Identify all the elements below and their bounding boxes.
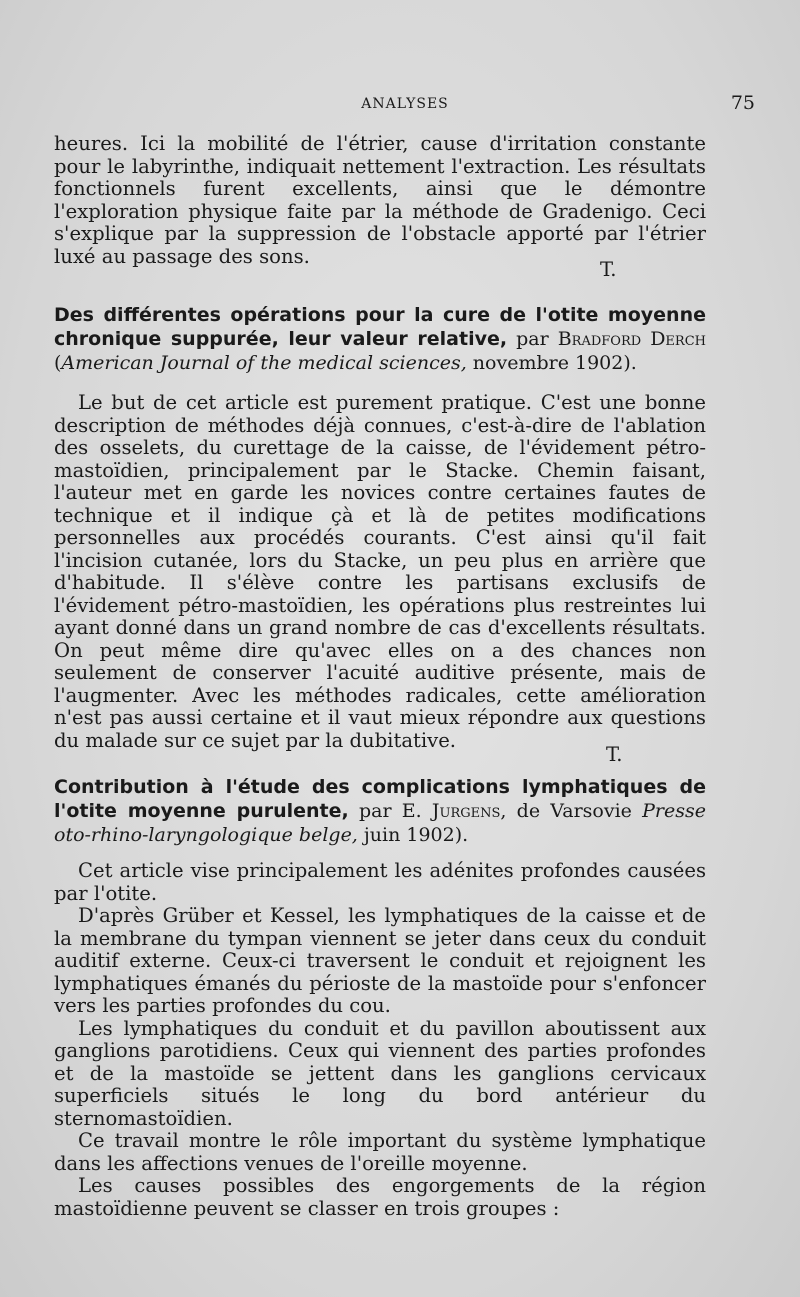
heading-1-by: par [507,328,558,350]
heading-1-journal: American Journal of the medical sciences, [61,352,467,374]
article-2-paragraph-2: D'après Grüber et Kessel, les lymphatiques de la caisse et de la membrane du tympan viennent se jeter dans ceux du conduit auditif externe. Ceux-ci traversent le conduit et rejoignent les lymphatiques émanés du périoste de la mastoïde pour s'enfoncer vers les parties profondes du cou. [54,904,706,1017]
article-2-body [54,860,706,1220]
article-2-paragraph-4: Ce travail montre le rôle important du système lymphatique dans les affections venues de l'oreille moyenne. [54,1129,706,1175]
article-heading-2 [54,775,706,847]
page-number: 75 [730,92,755,114]
article-1-paragraph: Le but de cet article est purement pratique. C'est une bonne description de méthodes déjà connues, c'est-à-dire de l'ablation des osselets, du curettage de la caisse, de l'évidement pétro-mastoïdien, principalement par le Stacke. Chemin faisant, l'auteur met en garde les novices contre certaines fautes de technique et il indique çà et là de petites modifications personnelles aux procédés courants. C'est ainsi qu'il fait l'incision cutanée, lors du Stacke, un peu plus en arrière que d'habitude. Il s'élève contre les partisans exclusifs de l'évidement pétro-mastoïdien, les opérations plus restreintes lui ayant donné dans un grand nombre de cas d'excellents résultats. On peut même dire qu'avec elles on a des chances non seulement de conserver l'acuité auditive présente, mais de l'augmenter. Avec les méthodes radicales, cette amélioration n'est pas aussi certaine et il vaut mieux répondre aux questions du malade sur ce sujet par la dubitative. [54,391,706,752]
signature-2: T. [606,743,623,766]
heading-2-author: Jurgens [431,800,501,822]
page-header [55,92,755,116]
heading-1-date: novembre 1902). [466,352,637,374]
continuation-paragraph [54,133,706,268]
heading-1-author: Bradford Derch [557,328,706,350]
article-2-paragraph-5: Les causes possibles des engorgements de la région mastoïdienne peuvent se classer en trois groupes : [54,1174,706,1220]
article-heading-1 [54,303,706,375]
continuation-text: heures. Ici la mobilité de l'étrier, cause d'irritation constante pour le labyrinthe, indiquait nettement l'extraction. Les résultats fonctionnels furent excellents, ainsi que le démontre l'exploration physique faite par la méthode de Gradenigo. Ceci s'explique par la suppression de l'obstacle apporté par l'étrier luxé au passage des sons. [54,132,706,268]
heading-2-title: Contribution à l'étude des complications lymphatiques de l'otite moyenne purulente, [54,776,706,822]
running-title: ANALYSES [361,96,449,112]
heading-2-journal: Presse oto-rhino-laryngologique belge, [54,800,706,846]
article-2-paragraph-1: Cet article vise principalement les adénites profondes causées par l'otite. [54,859,706,905]
article-2-paragraph-3: Les lymphatiques du conduit et du pavillon aboutissent aux ganglions parotidiens. Ceux qui viennent des parties profondes et de la mastoïde se jettent dans les ganglions cervicaux superficiels situés le long du bord antérieur du sternomastoïdien. [54,1016,706,1130]
heading-2-place: , de Varsovie [500,800,643,822]
article-1-body [54,392,706,752]
heading-2-date: juin 1902). [357,824,469,846]
heading-1-title: Des différentes opérations pour la cure de l'otite moyenne chronique suppurée, leur valeur relative, [54,304,706,350]
signature-1: T. [600,258,617,281]
heading-1-journal-open: ( [54,352,62,374]
heading-2-by: par E. [348,800,432,822]
